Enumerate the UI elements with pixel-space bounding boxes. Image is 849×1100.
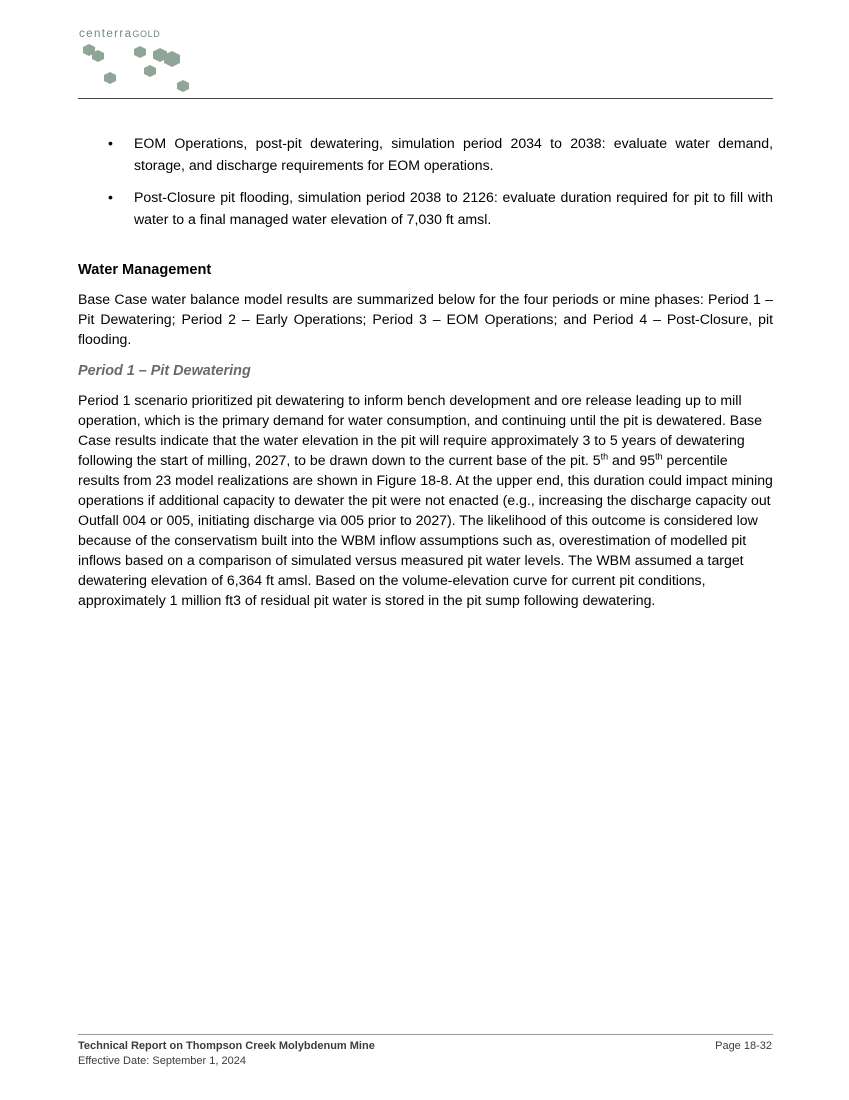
bullet-text: Post-Closure pit flooding, simulation period 2038 to 2126: evaluate duration required for pit to fill with water to a final managed water elevation of 7,030 ft amsl. [134,189,773,227]
report-title: Technical Report on Thompson Creek Molybdenum Mine [78,1040,375,1052]
section-heading: Water Management [78,262,212,278]
bullet-marker: • [108,135,113,151]
list-item [78,186,773,230]
footer-divider [78,1034,773,1035]
hexagon-cluster-logo-icon [79,42,199,94]
superscript: th [655,451,663,462]
page-number: Page 18-32 [715,1040,772,1052]
paragraph-text: Period 1 scenario prioritized pit dewatering to inform bench development and ore release leading up to mill operation, which is the primary demand for water consumption, and continuing until the pit is dewatered. Base Case results indicate that the water elevation in the pit will require approximately 3 to 5 years of dewatering following the start of milling, 2027, to be drawn down to the current base of the pit. 5 [78,392,762,468]
logo-text-main: centerra [79,28,133,40]
paragraph-text: and 95 [608,452,656,468]
superscript: th [600,451,609,462]
paragraph-text: percentile results from 23 model realizations are shown in Figure 18-8. At the upper end, this duration could impact mining operations if additional capacity to dewater the pit were not enacted (e.g., increasing the discharge capacity out Outfall 004 or 005, initiating discharge via 005 prior to 2027). The likelihood of this outcome is considered low because of the conservatism built into the WBM inflow assumptions such as, overestimation of modelled pit inflows based on a comparison of simulated versus measured pit water levels. The WBM assumed a target dewatering elevation of 6,364 ft amsl. Based on the volume-elevation curve for current pit conditions, approximately 1 million ft3 of residual pit water is stored in the pit sump following dewatering. [78,452,773,608]
bullet-list [78,132,773,230]
company-logo [79,28,219,94]
logo-text-accent: GOLD [132,29,161,39]
footer-info [78,1039,375,1069]
header-divider [78,98,773,99]
intro-paragraph: Base Case water balance model results are summarized below for the four periods or mine phases: Period 1 – Pit Dewatering; Period 2 – Early Operations; Period 3 – EOM Operations; and Period 4 – Post-Closure, pit flooding. [78,291,773,347]
effective-date: Effective Date: September 1, 2024 [78,1055,246,1067]
bullet-marker: • [108,189,113,205]
list-item [78,132,773,176]
page-content [78,132,773,622]
subsection-heading: Period 1 – Pit Dewatering [78,363,251,379]
bullet-text: EOM Operations, post-pit dewatering, simulation period 2034 to 2038: evaluate water demand, storage, and discharge requirements for EOM operations. [134,135,773,173]
body-paragraph [78,390,773,610]
logo-wordmark [79,28,160,40]
